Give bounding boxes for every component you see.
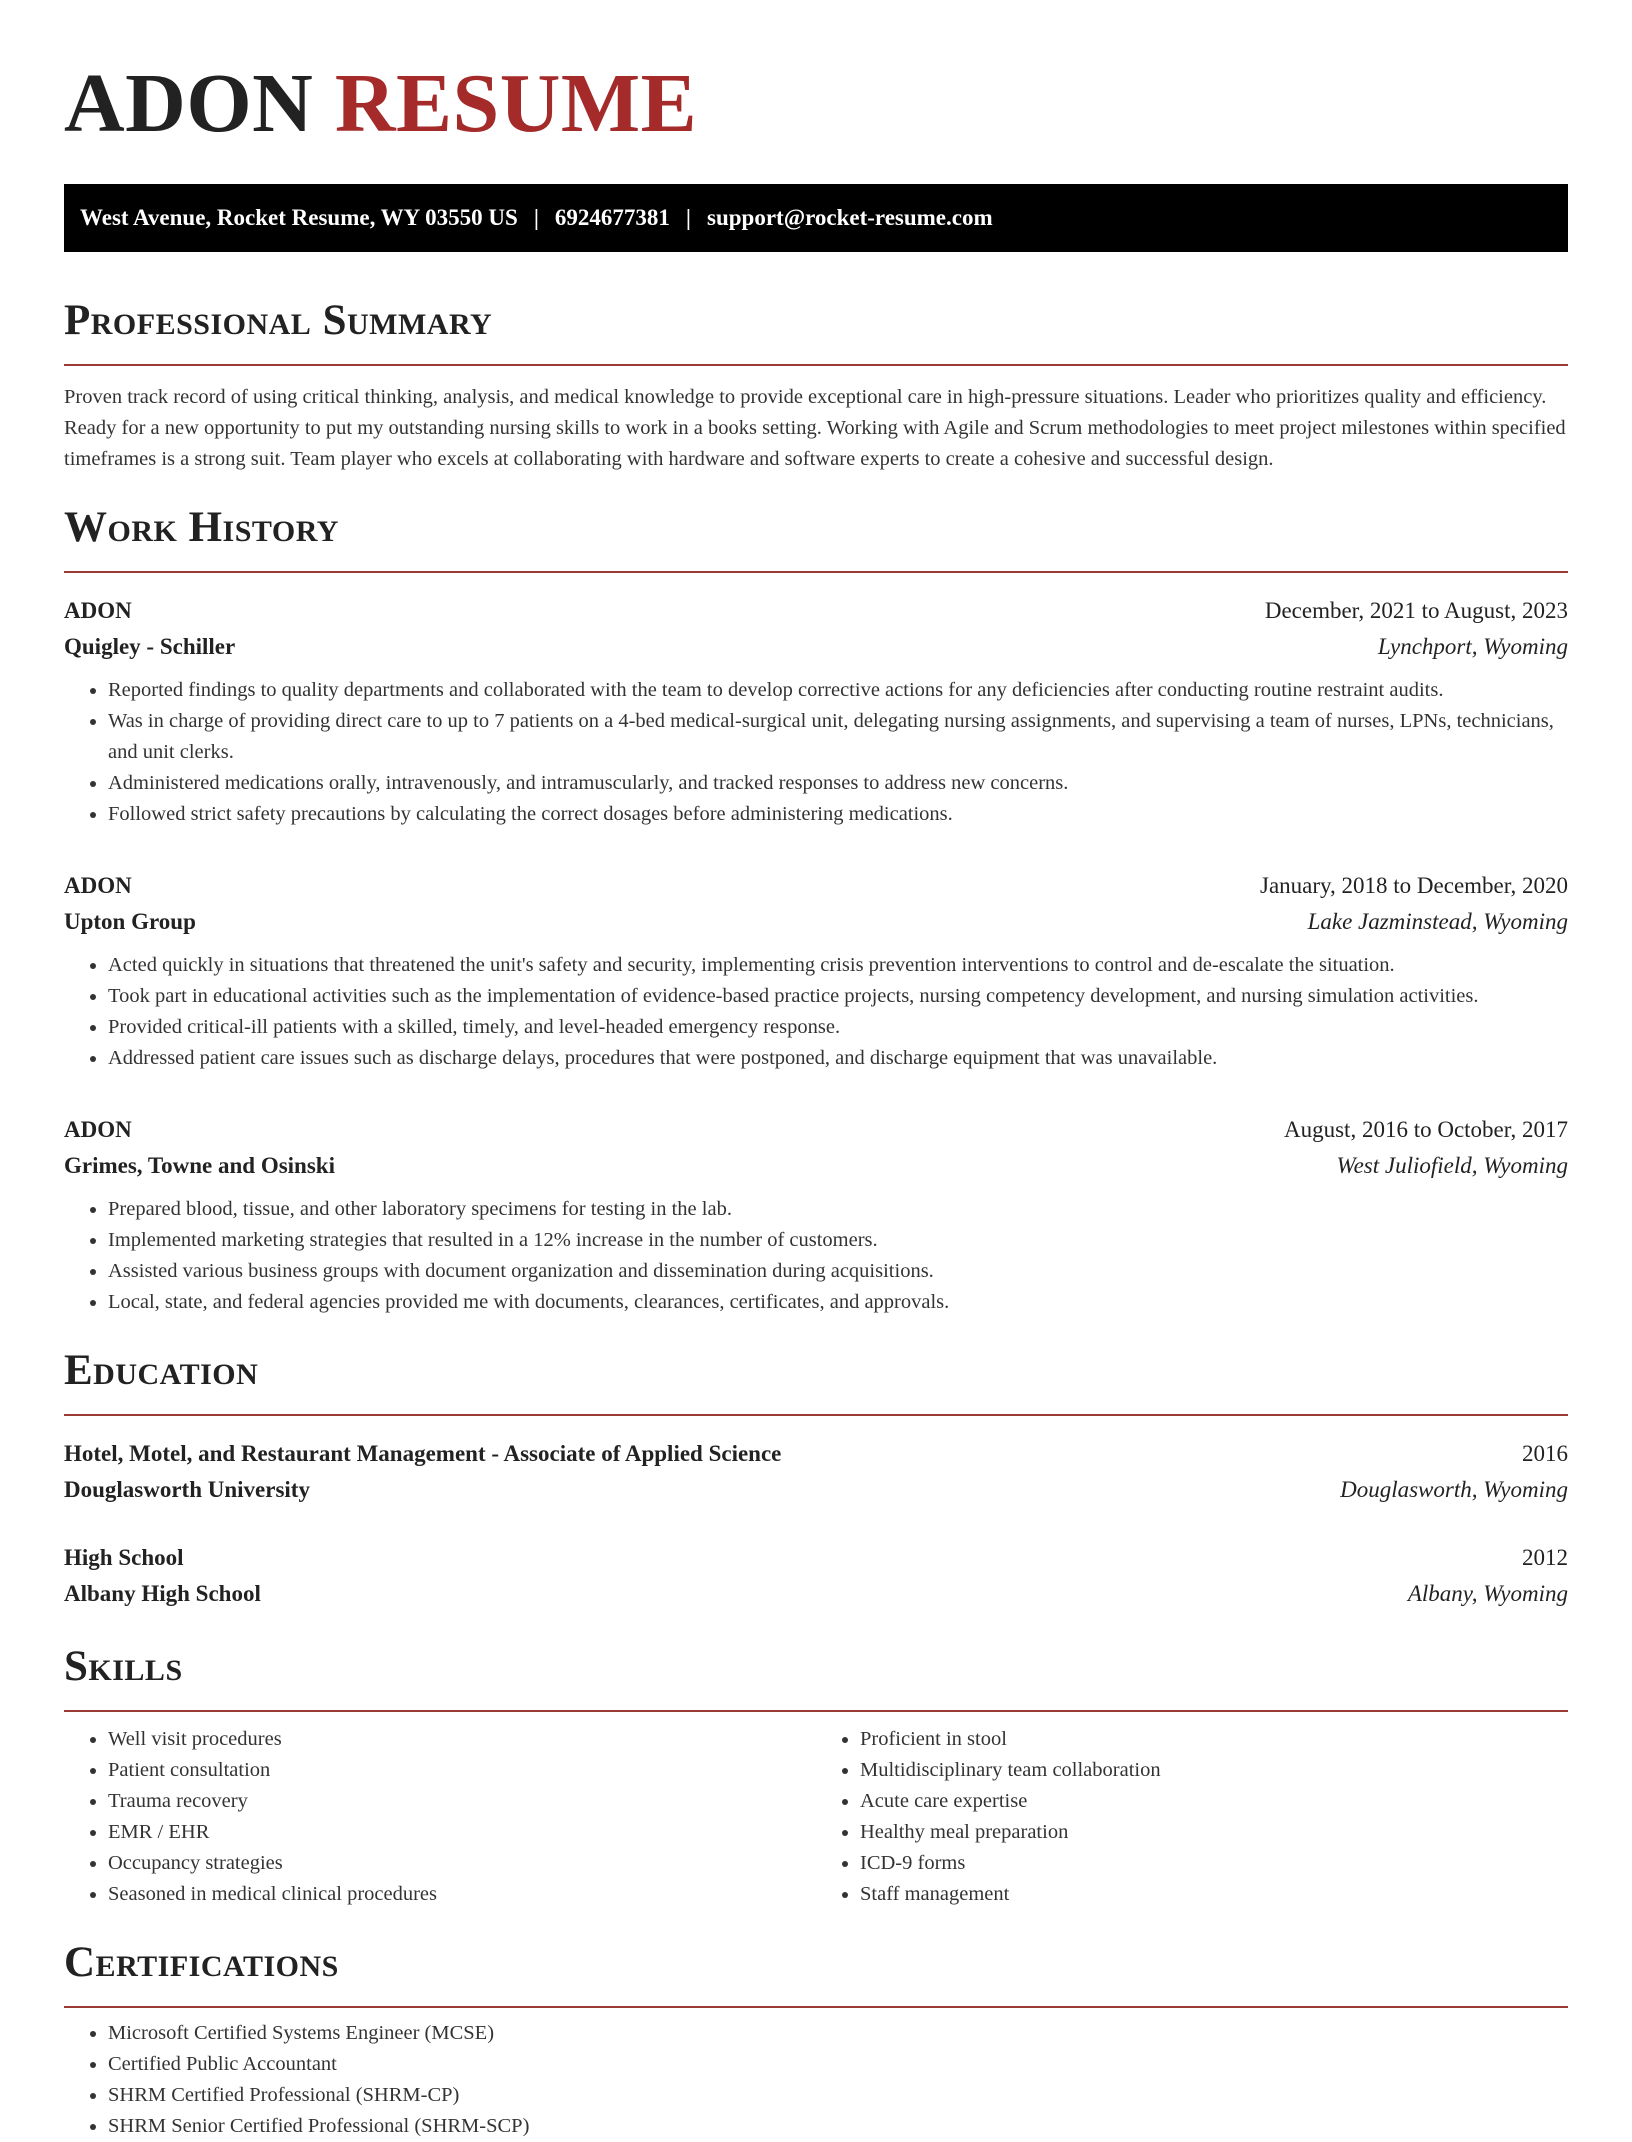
education-entry [64, 1540, 1568, 1612]
section-divider [64, 1710, 1568, 1712]
contact-phone: 6924677381 [554, 205, 670, 230]
certification-item: • SHRM Certified Professional (SHRM-CP) [108, 2080, 1568, 2111]
job-bullet: • Followed strict safety precautions by calculating the correct dosages before administering medications. [108, 799, 1568, 830]
job-dates: December, 2021 to August, 2023 [1264, 598, 1568, 623]
job-company: Grimes, Towne and Osinski [64, 1153, 335, 1178]
job-bullet: • Acted quickly in situations that threatened the unit's safety and security, implementing crisis prevention interventions to control and de-escalate the situation. [108, 950, 1568, 981]
section-divider [64, 1414, 1568, 1416]
contact-bar [64, 184, 1568, 252]
job-role: ADON [64, 1117, 132, 1142]
skill-item: • ICD-9 forms [860, 1848, 1568, 1879]
education-school: Douglasworth University [64, 1477, 310, 1502]
job-bullet: • Local, state, and federal agencies provided me with documents, clearances, certificates, and approvals. [108, 1287, 1568, 1318]
section-divider [64, 2006, 1568, 2008]
last-name: RESUME [334, 57, 698, 150]
education-entry [64, 1436, 1568, 1508]
education-heading: Education [64, 1347, 259, 1394]
summary-heading: Professional Summary [64, 297, 493, 344]
education-degree: Hotel, Motel, and Restaurant Management - Associate of Applied Science [64, 1441, 782, 1466]
job-bullet: • Took part in educational activities such as the implementation of evidence-based practice projects, nursing competency development, and nursing simulation activities. [108, 981, 1568, 1012]
job-bullet: • Reported findings to quality departments and collaborated with the team to develop corrective actions for any deficiencies after conducting routine restraint audits. [108, 675, 1568, 706]
skill-item: • Seasoned in medical clinical procedures [108, 1879, 816, 1910]
contact-separator: | [685, 205, 691, 230]
job-bullet: • Addressed patient care issues such as discharge delays, procedures that were postponed, and discharge equipment that was unavailable. [108, 1043, 1568, 1074]
certifications-list [64, 2018, 1568, 2142]
job-location: West Juliofield, Wyoming [1336, 1153, 1568, 1178]
job-entry [64, 1112, 1568, 1318]
job-bullet: • Was in charge of providing direct care to up to 7 patients on a 4-bed medical-surgical unit, delegating nursing assignments, and supervising a team of nurses, LPNs, technicians, and unit clerks. [108, 706, 1568, 768]
certification-item: • Microsoft Certified Systems Engineer (MCSE) [108, 2018, 1568, 2049]
contact-separator: | [533, 205, 539, 230]
education-location: Douglasworth, Wyoming [1340, 1477, 1568, 1502]
skill-item: • EMR / EHR [108, 1817, 816, 1848]
skill-item: • Multidisciplinary team collaboration [860, 1755, 1568, 1786]
skill-item: • Acute care expertise [860, 1786, 1568, 1817]
education-year: 2012 [1522, 1545, 1568, 1570]
skill-item: • Occupancy strategies [108, 1848, 816, 1879]
job-bullet: • Prepared blood, tissue, and other laboratory specimens for testing in the lab. [108, 1194, 1568, 1225]
job-entry [64, 593, 1568, 830]
first-name: ADON [64, 57, 314, 150]
section-divider [64, 364, 1568, 366]
skills-grid [64, 1724, 1568, 1910]
job-bullet: • Provided critical-ill patients with a skilled, timely, and level-headed emergency response. [108, 1012, 1568, 1043]
job-location: Lake Jazminstead, Wyoming [1307, 909, 1568, 934]
job-company: Quigley - Schiller [64, 634, 236, 659]
job-location: Lynchport, Wyoming [1377, 634, 1568, 659]
job-bullets [64, 675, 1568, 830]
skills-heading: Skills [64, 1643, 183, 1690]
job-entry [64, 868, 1568, 1074]
skill-item: • Healthy meal preparation [860, 1817, 1568, 1848]
skill-item: • Well visit procedures [108, 1724, 816, 1755]
resume-name [64, 0, 1568, 152]
summary-text: Proven track record of using critical thinking, analysis, and medical knowledge to provide exceptional care in high-pressure situations. Leader who prioritizes quality and efficiency. Ready for a new opportunity to put my outstanding nursing skills to work in a books setting. Working with Agile and Scrum methodologies to meet project milestones within specified timeframes is a strong suit. Team player who excels at collaborating with hardware and software experts to create a cohesive and successful design. [64, 386, 1566, 470]
job-role: ADON [64, 873, 132, 898]
job-dates: August, 2016 to October, 2017 [1284, 1117, 1568, 1142]
skill-item: • Patient consultation [108, 1755, 816, 1786]
certifications-heading: Certifications [64, 1939, 339, 1986]
job-bullets [64, 950, 1568, 1074]
education-school: Albany High School [64, 1581, 261, 1606]
job-company: Upton Group [64, 909, 196, 934]
skill-item: • Staff management [860, 1879, 1568, 1910]
skills-column-left [64, 1724, 816, 1910]
certification-item: • Certified Public Accountant [108, 2049, 1568, 2080]
job-bullet: • Administered medications orally, intravenously, and intramuscularly, and tracked responses to address new concerns. [108, 768, 1568, 799]
job-role: ADON [64, 598, 132, 623]
certification-item: • SHRM Senior Certified Professional (SHRM-SCP) [108, 2111, 1568, 2142]
job-dates: January, 2018 to December, 2020 [1260, 873, 1568, 898]
education-location: Albany, Wyoming [1407, 1581, 1568, 1606]
job-bullet: • Implemented marketing strategies that resulted in a 12% increase in the number of customers. [108, 1225, 1568, 1256]
job-bullets [64, 1194, 1568, 1318]
work-history-heading: Work History [64, 504, 339, 551]
skill-item: • Proficient in stool [860, 1724, 1568, 1755]
contact-address: West Avenue, Rocket Resume, WY 03550 US [80, 205, 518, 230]
education-degree: High School [64, 1545, 184, 1570]
contact-email: support@rocket-resume.com [707, 205, 993, 230]
education-year: 2016 [1522, 1441, 1568, 1466]
skills-column-right [816, 1724, 1568, 1910]
job-bullet: • Assisted various business groups with document organization and dissemination during acquisitions. [108, 1256, 1568, 1287]
section-divider [64, 571, 1568, 573]
skill-item: • Trauma recovery [108, 1786, 816, 1817]
